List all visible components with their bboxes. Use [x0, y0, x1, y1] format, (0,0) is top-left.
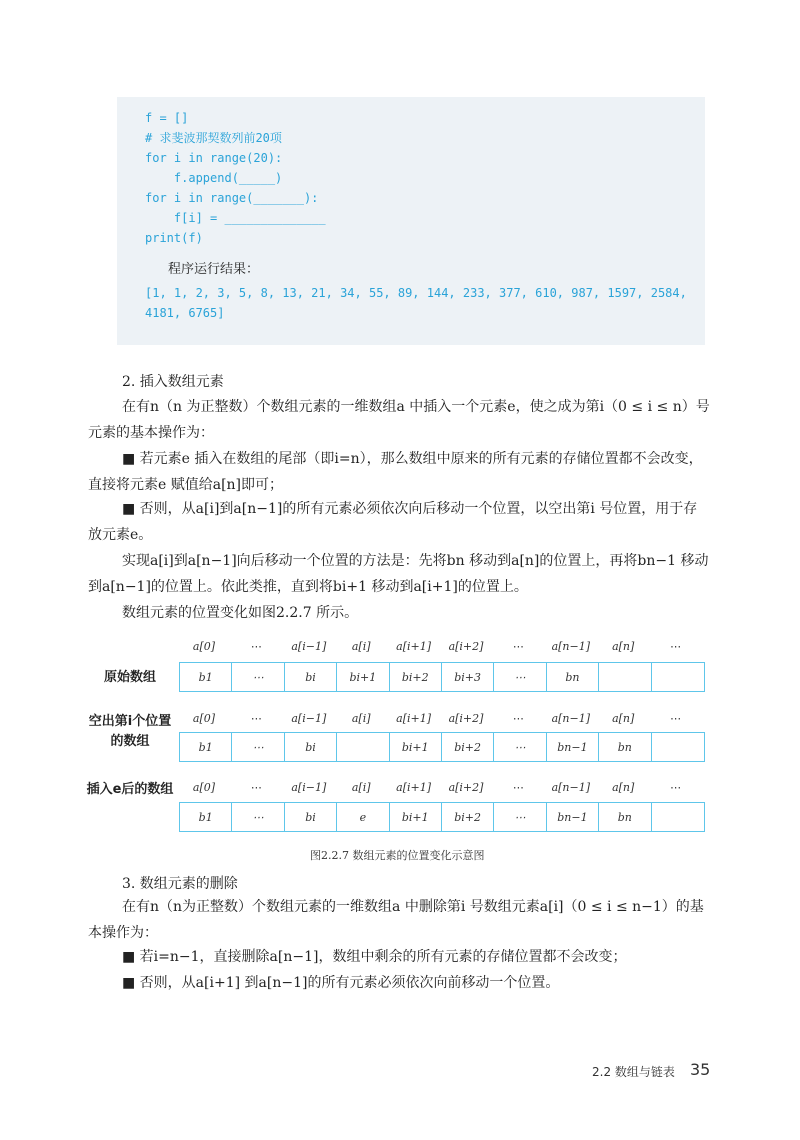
array-row: [179, 732, 705, 762]
index-label: ⋯: [250, 781, 262, 794]
index-label: a[n]: [612, 712, 635, 725]
array-cell: bn: [599, 803, 651, 831]
index-label: a[i−1]: [291, 640, 327, 653]
bullet-item: ■ 若元素e 插入在数组的尾部（即i=n），那么数组中原来的所有元素的存储位置都不会改变，直接将元素e 赋值给a[n]即可；: [88, 451, 703, 493]
index-label: a[n−1]: [551, 712, 591, 725]
program-output: [1, 1, 2, 3, 5, 8, 13, 21, 34, 55, 89, 144, 233, 377, 610, 987, 1597, 2584, 4181, 6765]: [145, 286, 687, 320]
index-label: a[i]: [351, 781, 371, 794]
array-cell: [652, 663, 704, 691]
index-label: ⋯: [250, 712, 262, 725]
index-label: a[0]: [192, 712, 216, 725]
array-cell: bi+2: [390, 663, 442, 691]
array-cell: bi+1: [390, 733, 442, 761]
index-label: ⋯: [250, 640, 262, 653]
array-cell: bi: [285, 803, 337, 831]
array-cell: b1: [180, 663, 232, 691]
array-cell: bn−1: [547, 803, 599, 831]
footer-section: 2.2 数组与链表: [592, 1065, 675, 1079]
code-comment: # 求斐波那契数列前20项: [145, 131, 282, 145]
index-label: a[i+1]: [396, 640, 432, 653]
section-heading: 3. 数组元素的删除: [122, 876, 238, 892]
array-cell: [599, 663, 651, 691]
index-label: a[0]: [192, 781, 216, 794]
array-row: [179, 802, 705, 832]
index-label: a[n−1]: [551, 640, 591, 653]
index-label: ⋯: [670, 712, 682, 725]
array-cell: ⋯: [232, 803, 284, 831]
array-cell: ⋯: [494, 663, 546, 691]
code-line: print(f): [145, 231, 203, 245]
array-cell: bn: [599, 733, 651, 761]
array-cell: bi: [285, 733, 337, 761]
array-cell: ⋯: [494, 733, 546, 761]
bullet-item: ■ 若i=n−1，直接删除a[n−1]，数组中剩余的所有元素的存储位置都不会改变；: [122, 949, 627, 965]
index-label: ⋯: [670, 781, 682, 794]
index-label: ⋯: [512, 781, 524, 794]
index-label: a[i+2]: [448, 640, 484, 653]
row-title: 插入e后的数组: [86, 782, 174, 797]
row-title: 原始数组: [103, 670, 156, 685]
figure-caption: 图2.2.7 数组元素的位置变化示意图: [310, 849, 485, 862]
bullet-item: ■ 否则，从a[i+1] 到a[n−1]的所有元素必须依次向前移动一个位置。: [122, 975, 560, 991]
paragraph: 实现a[i]到a[n−1]向后移动一个位置的方法是：先将bn 移动到a[n]的位置上，再将bn−1 移动到a[n−1]的位置上。依此类推，直到将bi+1 移动到a[i+1]的位置上。: [88, 553, 709, 595]
array-cell: ⋯: [232, 733, 284, 761]
array-cell: bi: [285, 663, 337, 691]
code-line: for i in range(20):: [145, 151, 283, 165]
array-cell: e: [337, 803, 389, 831]
paragraph: 在有n（n为正整数）个数组元素的一维数组a 中删除第i 号数组元素a[i]（0 ≤ i ≤ n−1）的基本操作为：: [88, 899, 704, 941]
index-label: a[i+1]: [396, 712, 432, 725]
index-label: a[i−1]: [291, 712, 327, 725]
bullet-item: ■ 否则，从a[i]到a[n−1]的所有元素必须依次向后移动一个位置，以空出第i 号位置，用于存放元素e。: [88, 501, 698, 543]
array-cell: ⋯: [494, 803, 546, 831]
index-label: ⋯: [512, 640, 524, 653]
index-label: a[i+1]: [396, 781, 432, 794]
index-label: a[n−1]: [551, 781, 591, 794]
index-label: ⋯: [670, 640, 682, 653]
result-label: 程序运行结果：: [168, 262, 260, 277]
array-cell: bi+2: [442, 733, 494, 761]
index-label: a[n]: [612, 640, 635, 653]
index-label: a[i−1]: [291, 781, 327, 794]
index-label: a[i+2]: [448, 712, 484, 725]
paragraph: 在有n（n 为正整数）个数组元素的一维数组a 中插入一个元素e，使之成为第i（0 ≤ i ≤ n）号元素的基本操作为：: [88, 399, 710, 441]
array-cell: ⋯: [232, 663, 284, 691]
array-cell: bi+1: [337, 663, 389, 691]
page-number: 35: [690, 1060, 711, 1079]
code-line: for i in range(_______):: [145, 191, 319, 205]
row-title: 空出第i个位置的数组: [88, 714, 172, 749]
array-cell: [337, 733, 389, 761]
index-label: a[i]: [351, 640, 371, 653]
index-label: a[0]: [192, 640, 216, 653]
array-cell: bn: [547, 663, 599, 691]
section-heading: 2. 插入数组元素: [122, 374, 224, 390]
array-cell: bi+2: [442, 803, 494, 831]
index-label: ⋯: [512, 712, 524, 725]
array-cell: [652, 803, 704, 831]
array-row: [179, 662, 705, 692]
array-cell: bi+3: [442, 663, 494, 691]
code-line: f[i] = ______________: [145, 211, 326, 225]
index-label: a[i+2]: [448, 781, 484, 794]
array-cell: bi+1: [390, 803, 442, 831]
array-cell: b1: [180, 733, 232, 761]
array-cell: bn−1: [547, 733, 599, 761]
array-cell: b1: [180, 803, 232, 831]
code-line: f = []: [145, 111, 189, 125]
code-line: f.append(_____): [145, 171, 283, 185]
paragraph: 数组元素的位置变化如图2.2.7 所示。: [122, 605, 359, 621]
index-label: a[n]: [612, 781, 635, 794]
array-cell: [652, 733, 704, 761]
index-label: a[i]: [351, 712, 371, 725]
